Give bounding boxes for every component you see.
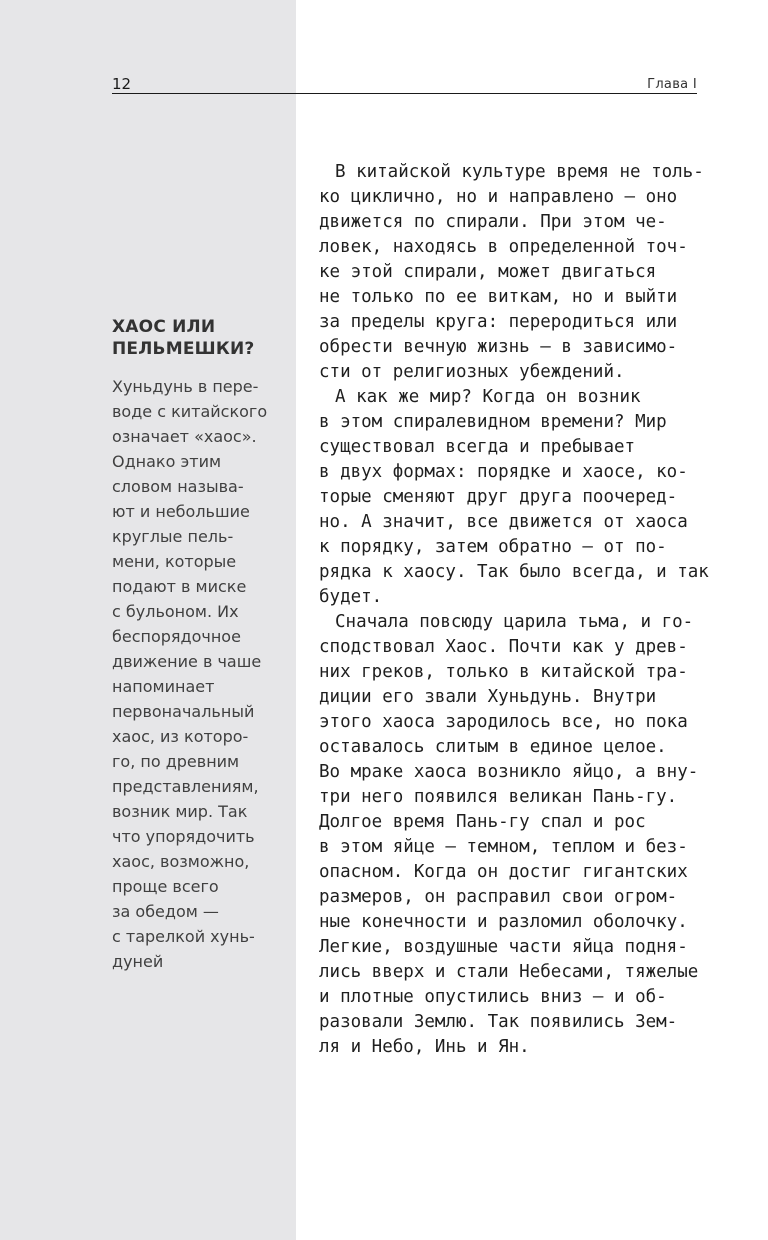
body-line: этого хаоса зародилось все, но пока <box>319 712 688 732</box>
sidebar-line: возник мир. Так <box>112 802 248 821</box>
sidebar-line: подают в миске <box>112 577 247 596</box>
body-line: опасном. Когда он достиг гигантских <box>319 862 688 882</box>
body-line: три него появился великан Пань-гу. <box>319 787 678 807</box>
sidebar-line: представлениям, <box>112 777 259 796</box>
body-line: но. А значит, все движется от хаоса <box>319 512 688 532</box>
body-line: существовал всегда и пребывает <box>319 437 636 457</box>
sidebar-line: что упорядочить <box>112 827 255 846</box>
body-line: движется по спирали. При этом че- <box>319 212 667 232</box>
body-line: торые сменяют друг друга поочеред- <box>319 487 678 507</box>
body-line: оставалось слитым в единое целое. <box>319 737 667 757</box>
sidebar-line: напоминает <box>112 677 215 696</box>
body-line: Во мраке хаоса возникло яйцо, а вну- <box>319 762 699 782</box>
sidebar-line: воде с китайского <box>112 402 268 421</box>
body-line: в этом яйце — темном, теплом и без- <box>319 837 688 857</box>
sidebar-line: беспорядочное <box>112 627 241 646</box>
body-line: Сначала повсюду царила тьма, и го- <box>335 612 694 632</box>
body-line: ке этой спирали, может двигаться <box>319 262 657 282</box>
sidebar-text <box>112 374 282 974</box>
sidebar-line: Однако этим <box>112 452 222 471</box>
body-line: ловек, находясь в определенной точ- <box>319 237 688 257</box>
chapter-running-head: Глава I <box>647 77 697 92</box>
sidebar-line: проще всего <box>112 877 219 896</box>
sidebar-line: с бульоном. Их <box>112 602 239 621</box>
sidebar-line: хаос, возможно, <box>112 852 250 871</box>
body-line: рядка к хаосу. Так было всегда, и так <box>319 562 709 582</box>
body-line: обрести вечную жизнь — в зависимо- <box>319 337 678 357</box>
sidebar-line: движение в чаше <box>112 652 262 671</box>
sidebar-line: означает «хаос». <box>112 427 257 446</box>
body-line: Легкие, воздушные части яйца подня- <box>319 937 688 957</box>
body-line: к порядку, затем обратно — от по- <box>319 537 667 557</box>
sidebar-line: го, по древним <box>112 752 240 771</box>
main-body-text <box>319 160 709 1060</box>
body-line: ко циклично, но и направлено — оно <box>319 187 678 207</box>
sidebar-heading <box>112 316 288 360</box>
header-rule <box>112 93 697 94</box>
sidebar-line: Хуньдунь в пере- <box>112 377 259 396</box>
sidebar-line: первоначальный <box>112 702 255 721</box>
sidebar-line: за обедом — <box>112 902 219 921</box>
body-line: разовали Землю. Так появились Зем- <box>319 1012 678 1032</box>
sidebar-line: с тарелкой хунь- <box>112 927 255 946</box>
body-line: размеров, он расправил свои огром- <box>319 887 678 907</box>
body-line: ля и Небо, Инь и Ян. <box>319 1037 530 1057</box>
body-line: Долгое время Пань-гу спал и рос <box>319 812 646 832</box>
body-line: в двух формах: порядке и хаосе, ко- <box>319 462 688 482</box>
body-line: них греков, только в китайской тра- <box>319 662 688 682</box>
sidebar-heading-line: ПЕЛЬМЕШКИ? <box>112 339 255 359</box>
page-number: 12 <box>112 75 132 93</box>
sidebar-line: хаос, из которо- <box>112 727 249 746</box>
body-line: сподствовал Хаос. Почти как у древ- <box>319 637 688 657</box>
body-line: ные конечности и разломил оболочку. <box>319 912 688 932</box>
sidebar-line: мени, которые <box>112 552 237 571</box>
body-line: диции его звали Хуньдунь. Внутри <box>319 687 657 707</box>
body-line: будет. <box>319 587 383 607</box>
sidebar-line: круглые пель- <box>112 527 234 546</box>
body-line: сти от религиозных убеждений. <box>319 362 625 382</box>
body-line: и плотные опустились вниз — и об- <box>319 987 667 1007</box>
sidebar-line: дуней <box>112 952 164 971</box>
sidebar-line: словом называ- <box>112 477 244 496</box>
sidebar-heading-line: ХАОС ИЛИ <box>112 317 216 337</box>
sidebar-line: ют и небольшие <box>112 502 250 521</box>
body-line: в этом спиралевидном времени? Мир <box>319 412 667 432</box>
body-line: А как же мир? Когда он возник <box>335 387 641 407</box>
body-line: за пределы круга: переродиться или <box>319 312 678 332</box>
body-line: лись вверх и стали Небесами, тяжелые <box>319 962 699 982</box>
body-line: В китайской культуре время не толь- <box>335 162 704 182</box>
body-line: не только по ее виткам, но и выйти <box>319 287 678 307</box>
